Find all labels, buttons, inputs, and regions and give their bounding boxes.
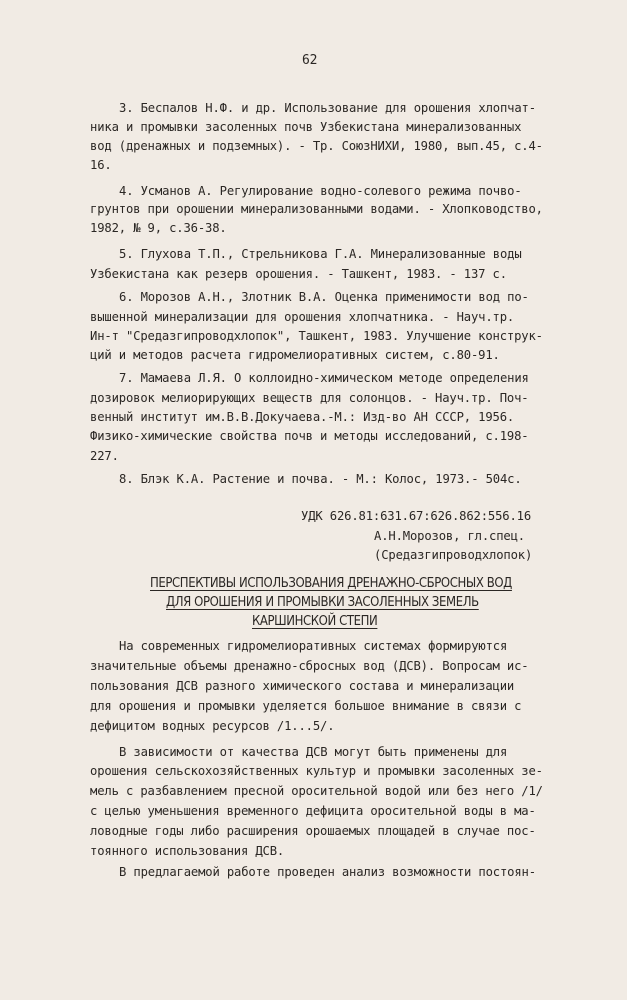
- author-affiliation: (Средазгипроводхлопок): [374, 548, 533, 562]
- title-line: ДЛЯ ОРОШЕНИЯ И ПРОМЫВКИ ЗАСОЛЕННЫХ ЗЕМЕЛЬ: [166, 595, 479, 610]
- body-line: орошения сельскохозяйственных культур и промывки засоленных зе-: [90, 764, 543, 778]
- udc-code: УДК 626.81:631.67:626.862:556.16: [301, 509, 531, 523]
- ref-line: ника и промывки засоленных почв Узбекистана минерализованных: [90, 120, 522, 134]
- ref-line: Физико-химические свойства почв и методы исследований, с.198-: [90, 429, 529, 443]
- author-name: А.Н.Морозов, гл.спец.: [374, 529, 525, 543]
- ref-line: 7. Мамаева Л.Я. О коллоидно-химическом методе определения: [119, 371, 529, 385]
- ref-line: 1982, № 9, с.36-38.: [90, 221, 227, 235]
- body-line: На современных гидромелиоративных системах формируются: [119, 639, 508, 653]
- ref-line: дозировок мелиорирующих веществ для солонцов. - Науч.тр. Поч-: [90, 391, 529, 405]
- body-line: В зависимости от качества ДСВ могут быть применены для: [119, 745, 508, 759]
- title-line: ПЕРСПЕКТИВЫ ИСПОЛЬЗОВАНИЯ ДРЕНАЖНО-СБРОСНЫХ ВОД: [150, 576, 512, 591]
- title-line: КАРШИНСКОЙ СТЕПИ: [252, 614, 378, 629]
- ref-line: вышенной минерализации для орошения хлопчатника. - Науч.тр.: [90, 310, 515, 324]
- ref-line: Узбекистана как резерв орошения. - Ташкент, 1983. - 137 с.: [90, 267, 507, 281]
- body-line: В предлагаемой работе проведен анализ возможности постоян-: [119, 865, 536, 879]
- page-number: 62: [302, 53, 318, 68]
- body-line: для орошения и промывки уделяется большое внимание в связи с: [90, 699, 522, 713]
- body-line: значительные объемы дренажно-сбросных вод (ДСВ). Вопросам ис-: [90, 659, 529, 673]
- ref-line: 16.: [90, 158, 112, 172]
- ref-line: Ин-т "Средазгипроводхлопок", Ташкент, 1983. Улучшение конструк-: [90, 329, 543, 343]
- body-line: с целью уменьшения временного дефицита оросительной воды в ма-: [90, 804, 536, 818]
- ref-line: 6. Морозов А.Н., Злотник В.А. Оценка применимости вод по-: [119, 290, 529, 304]
- ref-line: 3. Беспалов Н.Ф. и др. Использование для орошения хлопчат-: [119, 101, 536, 115]
- ref-line: вод (дренажных и подземных). - Тр. СоюзНИХИ, 1980, вып.45, с.4-: [90, 139, 543, 153]
- body-line: пользования ДСВ разного химического состава и минерализации: [90, 679, 515, 693]
- ref-line: венный институт им.В.В.Докучаева.-М.: Изд-во АН СССР, 1956.: [90, 410, 515, 424]
- ref-line: 8. Блэк К.А. Растение и почва. - М.: Колос, 1973.- 504с.: [119, 472, 522, 486]
- body-line: дефицитом водных ресурсов /1...5/.: [90, 719, 335, 733]
- ref-line: 227.: [90, 449, 119, 463]
- body-line: ловодные годы либо расширения орошаемых площадей в случае пос-: [90, 824, 536, 838]
- ref-line: ций и методов расчета гидромелиоративных систем, с.80-91.: [90, 348, 500, 362]
- body-line: мель с разбавлением пресной оросительной водой или без него /1/: [90, 784, 543, 798]
- ref-line: 4. Усманов А. Регулирование водно-солевого режима почво-: [119, 184, 522, 198]
- body-line: тоянного использования ДСВ.: [90, 844, 285, 858]
- ref-line: грунтов при орошении минерализованными водами. - Хлопководство,: [90, 202, 543, 216]
- ref-line: 5. Глухова Т.П., Стрельникова Г.А. Минерализованные воды: [119, 247, 522, 261]
